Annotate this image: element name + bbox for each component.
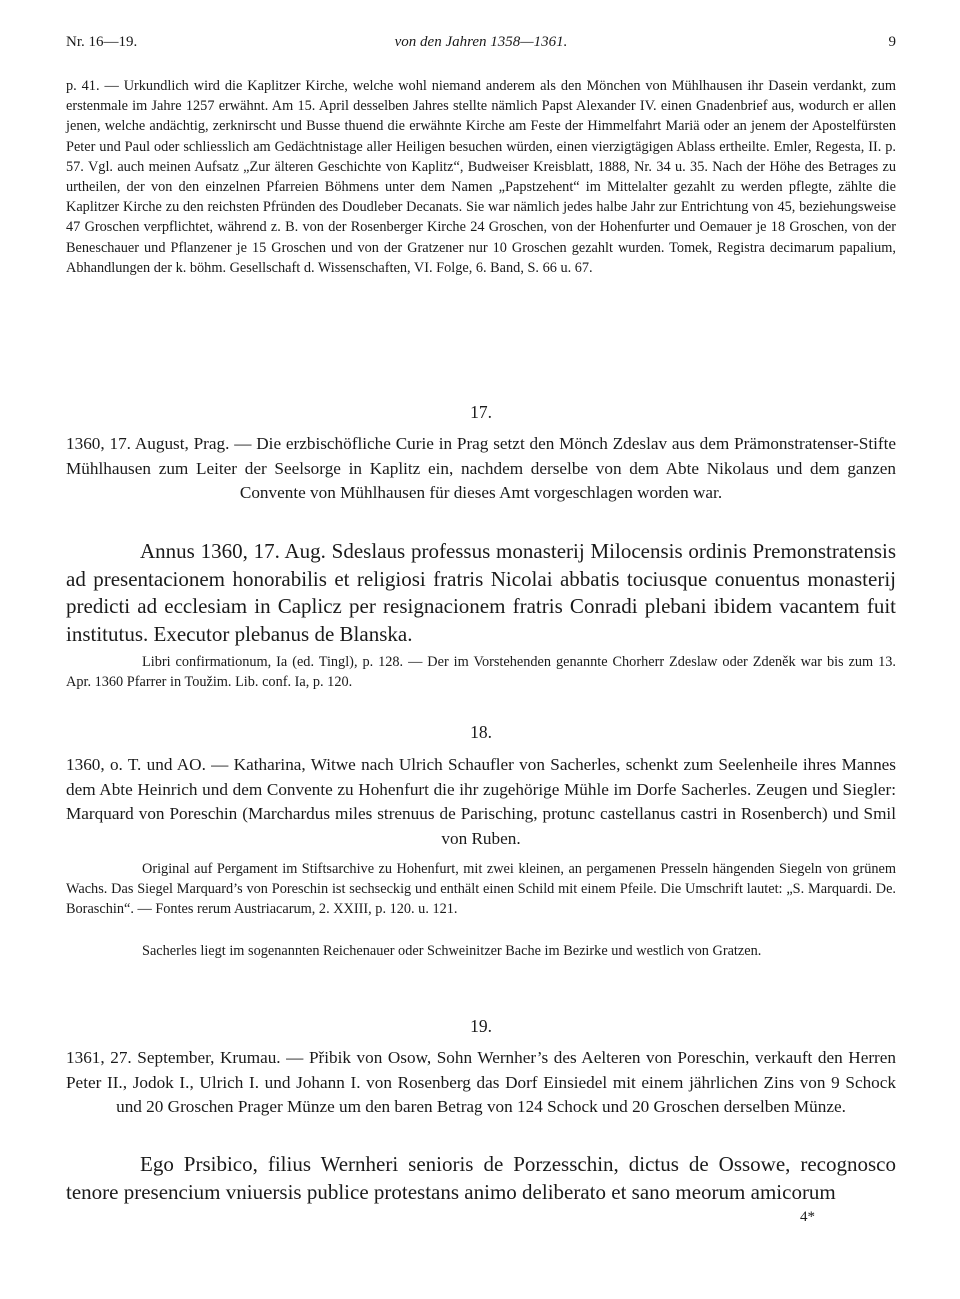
entry-number-19: 19. — [470, 1016, 492, 1036]
source-note-17: Libri confirmationum, Ia (ed. Tingl), p. 128. — Der im Vorstehenden genannte Chorherr Zdeslaw oder Zdeněk war bis zum 13. Apr. 1360 Pfarrer in Toužim. Lib. conf. Ia, p. 120. — [66, 654, 896, 691]
header-years: von den Jahren 1358—1361. — [394, 34, 568, 50]
latin-text-17: Annus 1360, 17. Aug. Sdeslaus professus monasterij Milocensis ordinis Premonstratensis ad presentacionem honorabilis et religiosi fratris Nicolai abbatis tociusque conuentus monasterij predicti ad ecclesiam in Caplicz per resignacionem fratris Conradi plebani ibidem vacantem fuit institutus. Executor plebanus de Blanska. — [66, 539, 896, 646]
latin-text-19: Ego Prsibico, filius Wernheri senioris de Porzesschin, dictus de Ossowe, recognosco tenore presencium vniuersis publice protestans animo deliberato et sano meorum amicorum — [66, 1152, 896, 1204]
location-note-18: Sacherles liegt im sogenannten Reichenauer oder Schweinitzer Bache im Bezirke und westlich von Gratzen. — [142, 943, 762, 959]
footnote-16: p. 41. — Urkundlich wird die Kaplitzer Kirche, welche wohl niemand anderem als den Mönchen von Mühlhausen ihr Dasein verdankt, zum erstenmale im Jahre 1257 erwähnt. Am 15. April desselben Jahres stellte nämlich Papst Alexander IV. einen Gnadenbrief aus, wodurch er allen jenen, welche andächtig, zerknirscht und Busse thuend die erwähnte Kirche am Feste der Himmelfahrt Mariä oder an jenem der Apostelfürsten Peter und Paul oder schliesslich am Gedächtnistage aller Heiligen besuchen würden, einen vierzigtägigen Ablass ertheilte. Emler, Regesta, II. p. 57. Vgl. auch meinen Aufsatz „Zur älteren Geschichte von Kaplitz“, Budweiser Kreisblatt, 1888, Nr. 34 u. 35. Nach der Höhe des Betrages zu urtheilen, der von den einzelnen Pfarreien Böhmens unter dem Namen „Papstzehent“ im Mittelalter gezahlt zu werden pflegte, zählte die Kaplitzer Kirche zu den reichsten Pfründen des Doudleber Decanats. Sie war nämlich jedes halbe Jahr zur Entrichtung von 45, beziehungsweise 47 Groschen verpflichtet, während z. B. von der Rosenberger Kirche 24 Groschen, von der Hohenfurter und Oemauer je 18 Groschen, von der Beneschauer und Pflanzener je 15 Groschen und von der Gratzener nur 10 Groschen gezahlt wurden. Tomek, Registra decimarum papalium, Abhandlungen der k. böhm. Gesellschaft d. Wissenschaften, VI. Folge, 6. Band, S. 66 u. 67. — [66, 78, 896, 276]
running-header — [66, 28, 896, 54]
regest-18: 1360, o. T. und AO. — Katharina, Witwe nach Ulrich Schaufler von Sacherles, schenkt zum Seelenheile ihres Mannes dem Abte Heinrich und dem Convente zu Hohenfurt die ihr zugehörige Mühle im Dorfe Sacherles. Zeugen und Siegler: Marquard von Poreschin (Marchardus miles strenuus de Parisching, protunc castellanus castri in Rosenberch) und Smil von Ruben. — [66, 755, 896, 848]
source-note-18: Original auf Pergament im Stiftsarchive zu Hohenfurt, mit zwei kleinen, an pergamenen Presseln hängenden Siegeln von grünem Wachs. Das Siegel Marquard’s von Poreschin ist sechseckig und enthält einen Schild mit einem Pfeile. Die Umschrift lautet: „S. Marquardi. De. Boraschin“. — Fontes rerum Austriacarum, 2. XXIII, p. 120. u. 121. — [66, 861, 896, 918]
entry-number-17: 17. — [470, 402, 492, 422]
regest-17: 1360, 17. August, Prag. — Die erzbischöfliche Curie in Prag setzt den Mönch Zdeslav aus dem Prämonstratenser-Stifte Mühlhausen zum Leiter der Seelsorge in Kaplitz ein, nachdem derselbe von dem Abte Nikolaus und dem ganzen Convente von Mühlhausen für dieses Amt vorgeschlagen worden war. — [66, 434, 896, 503]
signature-mark: 4* — [800, 1209, 815, 1225]
regest-19: 1361, 27. September, Krumau. — Přibik von Osow, Sohn Wernher’s des Aelteren von Poreschin, verkauft den Herren Peter II., Jodok I., Ulrich I. und Johann I. von Rosenberg das Dorf Einsiedel mit einem jährlichen Zins von 9 Schock und 20 Groschen Prager Münze um den baren Betrag von 124 Schock und 20 Groschen derselben Münze. — [66, 1048, 896, 1117]
header-document-range: Nr. 16—19. — [66, 34, 138, 50]
header-page-number: 9 — [888, 34, 896, 50]
entry-number-18: 18. — [470, 722, 492, 742]
